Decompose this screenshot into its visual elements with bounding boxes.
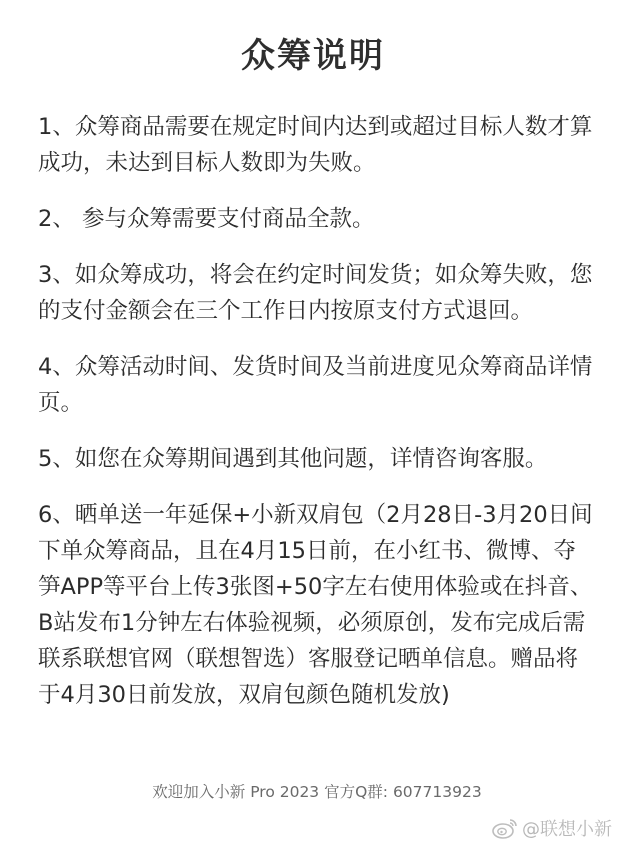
watermark-text: @联想小新 [522, 819, 612, 840]
weibo-watermark [492, 815, 612, 841]
qq-group-footer: 欢迎加入小新 Pro 2023 官方Q群: 607713923 [152, 783, 482, 801]
rule-item-3: 3、如众筹成功，将会在约定时间发货；如众筹失败，您的支付金额会在三个工作日内按原支付方式退回。 [38, 262, 593, 324]
rule-item-2: 2、 参与众筹需要支付商品全款。 [38, 206, 375, 232]
weibo-logo-icon [492, 817, 518, 839]
page-title: 众筹说明 [241, 36, 385, 76]
crowdfunding-rules [38, 109, 594, 733]
rule-item-1: 1、众筹商品需要在规定时间内达到或超过目标人数才算成功，未达到目标人数即为失败。 [38, 114, 593, 176]
rule-item-6: 6、晒单送一年延保+小新双肩包（2月28日-3月20日间下单众筹商品，且在4月15日前，在小红书、微博、夺笋APP等平台上传3张图+50字左右使用体验或在抖音、B站发布1分钟左右体验视频，必须原创，发布完成后需联系联想官网（联想智选）客服登记晒单信息。赠品将于4月30日前发放，双肩包颜色随机发放) [38, 502, 593, 708]
rule-item-5: 5、如您在众筹期间遇到其他问题，详情咨询客服。 [38, 446, 548, 472]
rule-item-4: 4、众筹活动时间、发货时间及当前进度见众筹商品详情页。 [38, 354, 593, 416]
